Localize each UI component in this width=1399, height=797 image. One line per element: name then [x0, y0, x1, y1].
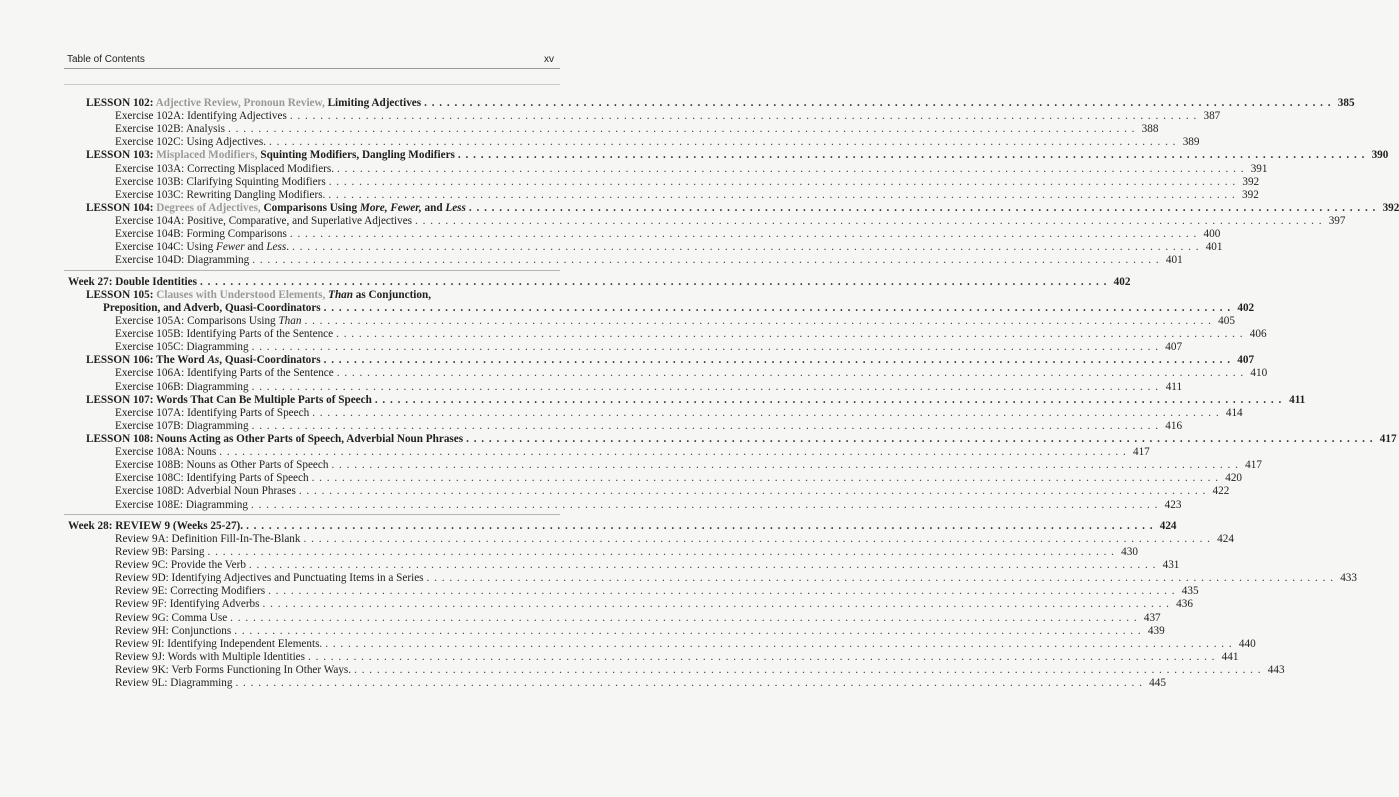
entry-title: [115, 612, 227, 625]
entry-page-number: 392: [1382, 201, 1399, 214]
toc-lesson-entry: [0, 149, 1389, 162]
entry-title-segment: Exercise 108E: Diagramming: [115, 498, 248, 511]
entry-title-segment: Exercise 103C: Rewriting Dangling Modifiers.: [115, 188, 326, 201]
entry-page-number: 422: [1212, 485, 1230, 498]
entry-title-segment: Exercise 105A: Comparisons Using: [115, 314, 279, 327]
dot-leader: . . . . . . . . . . . . . . . . . . . . . . . . . . . . . . . . . . . . . . . . . . . . . . . . . . . . . . . . . . . . . . . . . . . . . . . . . . . . . . . . . . . . . . . . . . . . . . . . . . . . . . . . . . . . . . . . . . . . . . . .: [268, 585, 1176, 598]
entry-title: [86, 289, 431, 302]
toc-exercise-entry: [0, 380, 1183, 394]
entry-page-number: 391: [1250, 162, 1268, 175]
toc-exercise-entry: [0, 545, 1138, 559]
entry-title: [115, 472, 309, 485]
toc-exercise-entry: [0, 637, 1256, 651]
entry-title: [115, 446, 216, 459]
dot-leader: . . . . . . . . . . . . . . . . . . . . . . . . . . . . . . . . . . . . . . . . . . . . . . . . . . . . . . . . . . . . . . . . . . . . . . . . . . . . . . . . . . . . . . . . . . . . . . . . . . . . . . . . . . . . . . . . . . . . . . . .: [234, 624, 1142, 637]
entry-page-number: 420: [1225, 472, 1243, 485]
toc-exercise-entry: [0, 228, 1221, 241]
dot-leader: . . . . . . . . . . . . . . . . . . . . . . . . . . . . . . . . . . . . . . . . . . . . . . . . . . . . . . . . . . . . . . . . . . . . . . . . . . . . . . . . . . . . . . . . . . . . . . . . . . . . . . . . . . . . . . . . . . . . . . . .: [230, 611, 1138, 624]
entry-title-segment: LESSON 106: The Word: [86, 354, 208, 367]
toc-exercise-entry: [0, 624, 1165, 638]
running-header-title: Table of Contents: [67, 54, 145, 65]
entry-page-number: 440: [1238, 637, 1256, 650]
dot-leader: . . . . . . . . . . . . . . . . . . . . . . . . . . . . . . . . . . . . . . . . . . . . . . . . . . . . . . . . . . . . . . . . . . . . . . . . . . . . . . . . . . . . . . . . . . . . . . . . . . . . . . . . . . . . . . . . . . . . . . . .: [311, 472, 1220, 485]
entry-title-segment: Less: [266, 241, 287, 254]
toc-exercise-entry: [0, 406, 1243, 420]
dot-leader: . . . . . . . . . . . . . . . . . . . . . . . . . . . . . . . . . . . . . . . . . . . . . . . . . . . . . . . . . . . . . . . . . . . . . . . . . . . . . . . . . . . . . . . . . . . . . . . . . . . . . . . . . . . . . . . . . . . . . . . .: [251, 419, 1160, 432]
entry-title: [115, 228, 287, 241]
dot-leader: . . . . . . . . . . . . . . . . . . . . . . . . . . . . . . . . . . . . . . . . . . . . . . . . . . . . . . . . . . . . . . . . . . . . . . . . . . . . . . . . . . . . . . . . . . . . . . . . . . . . . . . . . . . . . . . . . . . . . . . .: [415, 215, 1323, 228]
entry-title-segment: and: [421, 201, 446, 214]
dot-leader: . . . . . . . . . . . . . . . . . . . . . . . . . . . . . . . . . . . . . . . . . . . . . . . . . . . . . . . . . . . . . . . . . . . . . . . . . . . . . . . . . . . . . . . . . . . . . . . . . . . . . . . . . . . . . . . . . . . . . . . .: [207, 545, 1115, 558]
dot-leader: . . . . . . . . . . . . . . . . . . . . . . . . . . . . . . . . . . . . . . . . . . . . . . . . . . . . . . . . . . . . . . . . . . . . . . . . . . . . . . . . . . . . . . . . . . . . . . . . . . . . . . . . . . . . . . . . . . . . . . . .: [354, 664, 1262, 677]
entry-page-number: 435: [1181, 585, 1199, 598]
dot-leader: . . . . . . . . . . . . . . . . . . . . . . . . . . . . . . . . . . . . . . . . . . . . . . . . . . . . . . . . . . . . . . . . . . . . . . . . . . . . . . . . . . . . . . . . . . . . . . . . . . . . . . . . . . . . . . . . . . . . . . . .: [246, 519, 1154, 532]
dot-leader: . . . . . . . . . . . . . . . . . . . . . . . . . . . . . . . . . . . . . . . . . . . . . . . . . . . . . . . . . . . . . . . . . . . . . . . . . . . . . . . . . . . . . . . . . . . . . . . . . . . . . . . . . . . . . . . . . . . . . . . .: [304, 314, 1212, 327]
entry-title-segment: Exercise 107B: Diagramming: [115, 419, 249, 432]
toc-exercise-entry: [0, 485, 1230, 498]
dot-leader: . . . . . . . . . . . . . . . . . . . . . . . . . . . . . . . . . . . . . . . . . . . . . . . . . . . . . . . . . . . . . . . . . . . . . . . . . . . . . . . . . . . . . . . . . . . . . . . . . . . . . . . . . . . . . . . . . . . . . . . .: [289, 228, 1198, 241]
entry-title-segment: Exercise 108D: Adverbial Noun Phrases: [115, 485, 296, 498]
dot-leader: . . . . . . . . . . . . . . . . . . . . . . . . . . . . . . . . . . . . . . . . . . . . . . . . . . . . . . . . . . . . . . . . . . . . . . . . . . . . . . . . . . . . . . . . . . . . . . . . . . . . . . . . . . . . . . . . . . . . . . . .: [468, 201, 1377, 214]
entry-title-segment: .: [286, 241, 290, 254]
entry-title-segment: Exercise 108C: Identifying Parts of Speech: [115, 472, 309, 485]
entry-title-segment: Exercise 108B: Nouns as Other Parts of Speech: [115, 459, 329, 472]
toc-lesson-entry: [0, 289, 600, 302]
entry-title: [115, 572, 424, 585]
entry-title-segment: LESSON 103:: [86, 149, 157, 162]
toc-week-entry: [0, 519, 1177, 533]
page-number: xv: [544, 54, 554, 65]
toc-exercise-entry: [0, 677, 1166, 690]
entry-title: [115, 163, 334, 176]
entry-title-segment: Exercise 102C: Using Adjectives.: [115, 136, 267, 149]
dot-leader: . . . . . . . . . . . . . . . . . . . . . . . . . . . . . . . . . . . . . . . . . . . . . . . . . . . . . . . . . . . . . . . . . . . . . . . . . . . . . . . . . . . . . . . . . . . . . . . . . . . . . . . . . . . . . . . . . . . . . . . .: [262, 598, 1170, 611]
toc-exercise-entry: [0, 328, 1267, 341]
entry-title: [115, 651, 305, 664]
entry-title-segment: Exercise 108A: Nouns: [115, 446, 217, 459]
entry-title-segment: Exercise 105C: Diagramming: [115, 341, 249, 354]
dot-leader: . . . . . . . . . . . . . . . . . . . . . . . . . . . . . . . . . . . . . . . . . . . . . . . . . . . . . . . . . . . . . . . . . . . . . . . . . . . . . . . . . . . . . . . . . . . . . . . . . . . . . . . . . . . . . . . . . . . . . . . .: [337, 162, 1245, 175]
entry-title-segment: Comparisons Using: [263, 201, 360, 214]
entry-page-number: 411: [1289, 393, 1306, 406]
entry-title-segment: Exercise 102B: Analysis: [115, 123, 225, 136]
entry-title-segment: Review 9E: Correcting Modifiers: [115, 585, 266, 598]
entry-title: [115, 189, 325, 202]
entry-title: [68, 276, 197, 289]
entry-title-segment: Exercise 104D: Diagramming: [115, 254, 250, 267]
entry-page-number: 424: [1159, 519, 1177, 532]
entry-title: [115, 215, 412, 228]
dot-leader: . . . . . . . . . . . . . . . . . . . . . . . . . . . . . . . . . . . . . . . . . . . . . . . . . . . . . . . . . . . . . . . . . . . . . . . . . . . . . . . . . . . . . . . . . . . . . . . . . . . . . . . . . . . . . . . . . . . . . . . .: [289, 110, 1198, 123]
dot-leader: . . . . . . . . . . . . . . . . . . . . . . . . . . . . . . . . . . . . . . . . . . . . . . . . . . . . . . . . . . . . . . . . . . . . . . . . . . . . . . . . . . . . . . . . . . . . . . . . . . . . . . . . . . . . . . . . . . . . . . . .: [298, 485, 1207, 498]
toc-exercise-entry: [0, 162, 1268, 176]
entry-title-segment: Preposition, and Adverb, Quasi-Coordinators: [103, 301, 321, 314]
entry-title: [115, 499, 248, 512]
entry-page-number: 430: [1121, 545, 1138, 558]
entry-title-segment: Exercise 103A: Correcting Misplaced Modifiers.: [115, 162, 335, 175]
entry-title-segment: Exercise 102A: Identifying Adjectives: [115, 110, 287, 123]
running-header: [67, 54, 554, 65]
entry-title: [115, 546, 205, 559]
entry-title-segment: Exercise 104B: Forming Comparisons: [115, 228, 287, 241]
toc-exercise-entry: [0, 598, 1193, 611]
entry-title: [86, 354, 321, 367]
entry-title-segment: Exercise 106A: Identifying Parts of the Sentence: [115, 367, 334, 380]
entry-title-segment: Review 9B: Parsing: [115, 545, 205, 558]
entry-title: [86, 394, 372, 407]
entry-title: [86, 149, 455, 162]
toc-exercise-entry: [0, 664, 1285, 677]
entry-title-segment: Fewer: [215, 241, 245, 254]
entry-title-segment: Exercise 106B: Diagramming: [115, 380, 249, 393]
entry-page-number: 441: [1221, 650, 1239, 663]
entry-title-segment: as Conjunction,: [353, 288, 432, 301]
header-rule: [64, 68, 560, 69]
entry-title-segment: Review 9A: Definition Fill-In-The-Blank: [115, 532, 301, 545]
entry-page-number: 402: [1113, 275, 1131, 288]
entry-title: [115, 328, 333, 341]
entry-title-segment: Limiting Adjectives: [327, 97, 422, 109]
toc-exercise-entry: [0, 650, 1239, 664]
toc-exercise-entry: [0, 459, 1262, 472]
dot-leader: . . . . . . . . . . . . . . . . . . . . . . . . . . . . . . . . . . . . . . . . . . . . . . . . . . . . . . . . . . . . . . . . . . . . . . . . . . . . . . . . . . . . . . . . . . . . . . . . . . . . . . . . . . . . . . . . . . . . . . . .: [303, 532, 1211, 545]
entry-title-segment: LESSON 102:: [86, 97, 156, 109]
entry-page-number: 401: [1205, 241, 1223, 254]
entry-title-segment: Review 9H: Conjunctions: [115, 624, 232, 637]
entry-title: [115, 136, 266, 149]
entry-title-segment: Review 9K: Verb Forms Functioning In Other Ways.: [115, 664, 352, 677]
toc-exercise-entry: [0, 559, 1180, 572]
toc-exercise-entry: [0, 472, 1243, 485]
toc-exercise-entry: [0, 532, 1234, 546]
toc-exercise-entry: [0, 241, 1223, 254]
entry-title-segment: Review 9J: Words with Multiple Identities: [115, 650, 305, 663]
entry-title-segment: More, Fewer,: [359, 201, 422, 214]
dot-leader: . . . . . . . . . . . . . . . . . . . . . . . . . . . . . . . . . . . . . . . . . . . . . . . . . . . . . . . . . . . . . . . . . . . . . . . . . . . . . . . . . . . . . . . . . . . . . . . . . . . . . . . . . . . . . . . . . . . . . . . .: [323, 301, 1232, 314]
toc-exercise-entry: [0, 367, 1268, 380]
entry-page-number: 437: [1143, 611, 1161, 624]
entry-title: [86, 433, 463, 446]
entry-page-number: 407: [1237, 354, 1255, 367]
entry-page-number: 423: [1164, 498, 1182, 511]
entry-page-number: 414: [1225, 406, 1243, 419]
entry-title: [115, 341, 249, 354]
dot-leader: . . . . . . . . . . . . . . . . . . . . . . . . . . . . . . . . . . . . . . . . . . . . . . . . . . . . . . . . . . . . . . . . . . . . . . . . . . . . . . . . . . . . . . . . . . . . . . . . . . . . . . . . . . . . . . . . . . . . . . . .: [328, 175, 1237, 188]
entry-page-number: 407: [1165, 341, 1183, 354]
entry-title-segment: Exercise 105B: Identifying Parts of the Sentence: [115, 328, 334, 341]
entry-page-number: 392: [1242, 175, 1260, 188]
entry-page-number: 385: [1337, 97, 1355, 109]
dot-leader: . . . . . . . . . . . . . . . . . . . . . . . . . . . . . . . . . . . . . . . . . . . . . . . . . . . . . . . . . . . . . . . . . . . . . . . . . . . . . . . . . . . . . . . . . . . . . . . . . . . . . . . . . . . . . . . . . . . . . . . .: [336, 328, 1244, 341]
entry-title: [115, 533, 301, 546]
entry-title-segment: Review 9C: Provide the Verb: [115, 559, 246, 572]
entry-title-segment: LESSON 108: Nouns Acting as Other Parts of Speech, Adverbial Noun Phrases: [86, 433, 464, 445]
dot-leader: . . . . . . . . . . . . . . . . . . . . . . . . . . . . . . . . . . . . . . . . . . . . . . . . . . . . . . . . . . . . . . . . . . . . . . . . . . . . . . . . . . . . . . . . . . . . . . . . . . . . . . . . . . . . . . . . . . . . . . . .: [292, 241, 1200, 254]
toc-lesson-entry: [0, 201, 1399, 215]
toc-lesson-entry: [0, 97, 1355, 110]
toc-exercise-entry: [0, 136, 1200, 149]
entry-title: [115, 638, 322, 651]
toc-exercise-entry: [0, 341, 1183, 354]
dot-leader: . . . . . . . . . . . . . . . . . . . . . . . . . . . . . . . . . . . . . . . . . . . . . . . . . . . . . . . . . . . . . . . . . . . . . . . . . . . . . . . . . . . . . . . . . . . . . . . . . . . . . . . . . . . . . . . . . . . . . . . .: [424, 97, 1332, 109]
entry-title: [103, 302, 321, 315]
entry-title-segment: Exercise 104C: Using: [115, 241, 216, 254]
entry-title-segment: Review 9F: Identifying Adverbs: [115, 598, 260, 611]
entry-title-segment: Review 9G: Comma Use: [115, 611, 228, 624]
toc-exercise-entry: [0, 123, 1159, 136]
entry-title: [86, 97, 421, 110]
entry-page-number: 417: [1132, 446, 1150, 459]
entry-title: [115, 559, 246, 572]
entry-page-number: 390: [1371, 149, 1389, 162]
entry-title-segment: As: [207, 354, 220, 367]
entry-page-number: 416: [1165, 419, 1183, 432]
dot-leader: . . . . . . . . . . . . . . . . . . . . . . . . . . . . . . . . . . . . . . . . . . . . . . . . . . . . . . . . . . . . . . . . . . . . . . . . . . . . . . . . . . . . . . . . . . . . . . . . . . . . . . . . . . . . . . . . . . . . . . . .: [219, 446, 1127, 459]
dot-leader: . . . . . . . . . . . . . . . . . . . . . . . . . . . . . . . . . . . . . . . . . . . . . . . . . . . . . . . . . . . . . . . . . . . . . . . . . . . . . . . . . . . . . . . . . . . . . . . . . . . . . . . . . . . . . . . . . . . . . . . .: [374, 393, 1283, 406]
entry-title-segment: Misplaced Modifiers,: [156, 149, 261, 162]
dot-leader: . . . . . . . . . . . . . . . . . . . . . . . . . . . . . . . . . . . . . . . . . . . . . . . . . . . . . . . . . . . . . . . . . . . . . . . . . . . . . . . . . . . . . . . . . . . . . . . . . . . . . . . . . . . . . . . . . . . . . . . .: [457, 149, 1366, 162]
dot-leader: . . . . . . . . . . . . . . . . . . . . . . . . . . . . . . . . . . . . . . . . . . . . . . . . . . . . . . . . . . . . . . . . . . . . . . . . . . . . . . . . . . . . . . . . . . . . . . . . . . . . . . . . . . . . . . . . . . . . . . . .: [426, 572, 1334, 585]
entry-title-segment: Clauses with Understood Elements,: [156, 288, 329, 301]
dot-leader: . . . . . . . . . . . . . . . . . . . . . . . . . . . . . . . . . . . . . . . . . . . . . . . . . . . . . . . . . . . . . . . . . . . . . . . . . . . . . . . . . . . . . . . . . . . . . . . . . . . . . . . . . . . . . . . . . . . . . . . .: [328, 188, 1236, 201]
entry-title-segment: Than: [278, 314, 302, 327]
toc-exercise-entry: [0, 215, 1346, 228]
entry-page-number: 433: [1340, 572, 1357, 585]
entry-title-segment: LESSON 107: Words That Can Be Multiple Parts of Speech: [86, 393, 372, 406]
entry-title-segment: and: [244, 241, 267, 254]
toc-exercise-entry: [0, 110, 1221, 123]
dot-leader: . . . . . . . . . . . . . . . . . . . . . . . . . . . . . . . . . . . . . . . . . . . . . . . . . . . . . . . . . . . . . . . . . . . . . . . . . . . . . . . . . . . . . . . . . . . . . . . . . . . . . . . . . . . . . . . . . . . . . . . .: [269, 136, 1177, 149]
entry-title-segment: Degrees of Adjectives,: [156, 201, 264, 214]
entry-title-segment: Adjective Review, Pronoun Review,: [155, 97, 328, 109]
toc-exercise-entry: [0, 498, 1182, 512]
entry-title-segment: , Quasi-Coordinators: [219, 354, 321, 367]
section-divider: [64, 514, 560, 515]
entry-title: [86, 202, 466, 215]
dot-leader: . . . . . . . . . . . . . . . . . . . . . . . . . . . . . . . . . . . . . . . . . . . . . . . . . . . . . . . . . . . . . . . . . . . . . . . . . . . . . . . . . . . . . . . . . . . . . . . . . . . . . . . . . . . . . . . . . . . . . . . .: [466, 433, 1374, 445]
entry-page-number: 417: [1245, 459, 1262, 472]
entry-page-number: 417: [1379, 433, 1397, 445]
entry-title-segment: LESSON 105:: [86, 288, 157, 301]
toc-exercise-entry: [0, 446, 1150, 459]
entry-title-segment: Less: [445, 201, 466, 214]
entry-title: [115, 677, 232, 690]
entry-page-number: 392: [1242, 188, 1259, 201]
entry-title: [115, 123, 225, 136]
toc-exercise-entry: [0, 254, 1183, 267]
toc-lesson-entry: [0, 354, 1255, 367]
dot-leader: . . . . . . . . . . . . . . . . . . . . . . . . . . . . . . . . . . . . . . . . . . . . . . . . . . . . . . . . . . . . . . . . . . . . . . . . . . . . . . . . . . . . . . . . . . . . . . . . . . . . . . . . . . . . . . . . . . . . . . . .: [235, 677, 1143, 690]
toc-exercise-entry: [0, 314, 1235, 328]
dot-leader: . . . . . . . . . . . . . . . . . . . . . . . . . . . . . . . . . . . . . . . . . . . . . . . . . . . . . . . . . . . . . . . . . . . . . . . . . . . . . . . . . . . . . . . . . . . . . . . . . . . . . . . . . . . . . . . . . . . . . . . .: [323, 354, 1232, 367]
entry-page-number: 436: [1176, 598, 1193, 611]
toc-lesson-entry: [0, 301, 1255, 315]
dot-leader: . . . . . . . . . . . . . . . . . . . . . . . . . . . . . . . . . . . . . . . . . . . . . . . . . . . . . . . . . . . . . . . . . . . . . . . . . . . . . . . . . . . . . . . . . . . . . . . . . . . . . . . . . . . . . . . . . . . . . . . .: [251, 341, 1160, 354]
entry-title: [115, 241, 289, 254]
toc-exercise-entry: [0, 175, 1260, 189]
entry-page-number: 400: [1203, 228, 1221, 241]
entry-title-segment: Week 27: Double Identities: [68, 275, 197, 288]
entry-page-number: 388: [1141, 123, 1159, 136]
entry-title-segment: Review 9D: Identifying Adjectives and Punctuating Items in a Series: [115, 572, 424, 585]
toc-exercise-entry: [0, 188, 1259, 202]
dot-leader: . . . . . . . . . . . . . . . . . . . . . . . . . . . . . . . . . . . . . . . . . . . . . . . . . . . . . . . . . . . . . . . . . . . . . . . . . . . . . . . . . . . . . . . . . . . . . . . . . . . . . . . . . . . . . . . . . . . . . . . .: [248, 559, 1157, 572]
entry-page-number: 410: [1250, 367, 1268, 380]
dot-leader: . . . . . . . . . . . . . . . . . . . . . . . . . . . . . . . . . . . . . . . . . . . . . . . . . . . . . . . . . . . . . . . . . . . . . . . . . . . . . . . . . . . . . . . . . . . . . . . . . . . . . . . . . . . . . . . . . . . . . . . .: [250, 498, 1159, 511]
entry-page-number: 402: [1237, 301, 1255, 314]
entry-title: [115, 176, 326, 189]
entry-page-number: 406: [1249, 328, 1267, 341]
entry-page-number: 397: [1328, 215, 1346, 228]
entry-page-number: 424: [1217, 532, 1234, 545]
dot-leader: . . . . . . . . . . . . . . . . . . . . . . . . . . . . . . . . . . . . . . . . . . . . . . . . . . . . . . . . . . . . . . . . . . . . . . . . . . . . . . . . . . . . . . . . . . . . . . . . . . . . . . . . . . . . . . . . . . . . . . . .: [331, 459, 1239, 472]
dot-leader: . . . . . . . . . . . . . . . . . . . . . . . . . . . . . . . . . . . . . . . . . . . . . . . . . . . . . . . . . . . . . . . . . . . . . . . . . . . . . . . . . . . . . . . . . . . . . . . . . . . . . . . . . . . . . . . . . . . . . . . .: [199, 275, 1108, 288]
entry-page-number: 445: [1149, 677, 1166, 690]
entry-title: [115, 110, 287, 123]
entry-title: [115, 459, 328, 472]
section-divider: [64, 270, 560, 271]
toc-lesson-entry: [0, 433, 1397, 446]
toc-exercise-entry: [0, 572, 1357, 585]
entry-title: [115, 367, 334, 380]
dot-leader: . . . . . . . . . . . . . . . . . . . . . . . . . . . . . . . . . . . . . . . . . . . . . . . . . . . . . . . . . . . . . . . . . . . . . . . . . . . . . . . . . . . . . . . . . . . . . . . . . . . . . . . . . . . . . . . . . . . . . . . .: [228, 123, 1136, 136]
dot-leader: . . . . . . . . . . . . . . . . . . . . . . . . . . . . . . . . . . . . . . . . . . . . . . . . . . . . . . . . . . . . . . . . . . . . . . . . . . . . . . . . . . . . . . . . . . . . . . . . . . . . . . . . . . . . . . . . . . . . . . . .: [325, 637, 1233, 650]
entry-title-segment: LESSON 104:: [86, 201, 157, 214]
toc-exercise-entry: [0, 419, 1183, 433]
entry-title: [115, 585, 265, 598]
entry-page-number: 411: [1165, 380, 1183, 393]
entry-title-segment: Squinting Modifiers, Dangling Modifiers: [260, 149, 455, 162]
dot-leader: . . . . . . . . . . . . . . . . . . . . . . . . . . . . . . . . . . . . . . . . . . . . . . . . . . . . . . . . . . . . . . . . . . . . . . . . . . . . . . . . . . . . . . . . . . . . . . . . . . . . . . . . . . . . . . . . . . . . . . . .: [308, 650, 1216, 663]
entry-title: [115, 254, 249, 267]
entry-title: [115, 407, 309, 420]
entry-page-number: 401: [1165, 254, 1183, 267]
entry-title: [115, 625, 231, 638]
entry-title: [68, 520, 243, 533]
entry-title: [115, 315, 301, 328]
entry-page-number: 443: [1267, 664, 1285, 677]
entry-title: [115, 485, 296, 498]
dot-leader: . . . . . . . . . . . . . . . . . . . . . . . . . . . . . . . . . . . . . . . . . . . . . . . . . . . . . . . . . . . . . . . . . . . . . . . . . . . . . . . . . . . . . . . . . . . . . . . . . . . . . . . . . . . . . . . . . . . . . . . .: [312, 406, 1220, 419]
entry-title-segment: Review 9I: Identifying Independent Elements.: [115, 637, 323, 650]
entry-title-segment: Exercise 107A: Identifying Parts of Speech: [115, 406, 310, 419]
entry-page-number: 389: [1182, 136, 1200, 149]
entry-page-number: 405: [1218, 314, 1235, 327]
entry-title: [115, 381, 249, 394]
toc-exercise-entry: [0, 611, 1161, 625]
entry-page-number: 431: [1162, 559, 1180, 572]
entry-title-segment: Than: [328, 288, 353, 301]
dot-leader: . . . . . . . . . . . . . . . . . . . . . . . . . . . . . . . . . . . . . . . . . . . . . . . . . . . . . . . . . . . . . . . . . . . . . . . . . . . . . . . . . . . . . . . . . . . . . . . . . . . . . . . . . . . . . . . . . . . . . . . .: [336, 367, 1245, 380]
toc-exercise-entry: [0, 585, 1199, 598]
dot-leader: . . . . . . . . . . . . . . . . . . . . . . . . . . . . . . . . . . . . . . . . . . . . . . . . . . . . . . . . . . . . . . . . . . . . . . . . . . . . . . . . . . . . . . . . . . . . . . . . . . . . . . . . . . . . . . . . . . . . . . . .: [252, 254, 1160, 267]
header-subrule: [64, 84, 560, 85]
entry-page-number: 439: [1147, 624, 1165, 637]
entry-page-number: 387: [1203, 110, 1221, 123]
entry-title-segment: Week 28: REVIEW 9 (Weeks 25-27).: [68, 519, 244, 532]
entry-title: [115, 664, 351, 677]
dot-leader: . . . . . . . . . . . . . . . . . . . . . . . . . . . . . . . . . . . . . . . . . . . . . . . . . . . . . . . . . . . . . . . . . . . . . . . . . . . . . . . . . . . . . . . . . . . . . . . . . . . . . . . . . . . . . . . . . . . . . . . .: [251, 380, 1160, 393]
entry-title-segment: Review 9L: Diagramming: [115, 677, 233, 690]
entry-title: [115, 420, 249, 433]
toc-week-entry: [0, 275, 1131, 289]
toc-lesson-entry: [0, 393, 1306, 407]
entry-title-segment: Exercise 104A: Positive, Comparative, and Superlative Adjectives: [115, 215, 413, 228]
entry-title: [115, 598, 260, 611]
entry-title-segment: Exercise 103B: Clarifying Squinting Modifiers: [115, 175, 326, 188]
